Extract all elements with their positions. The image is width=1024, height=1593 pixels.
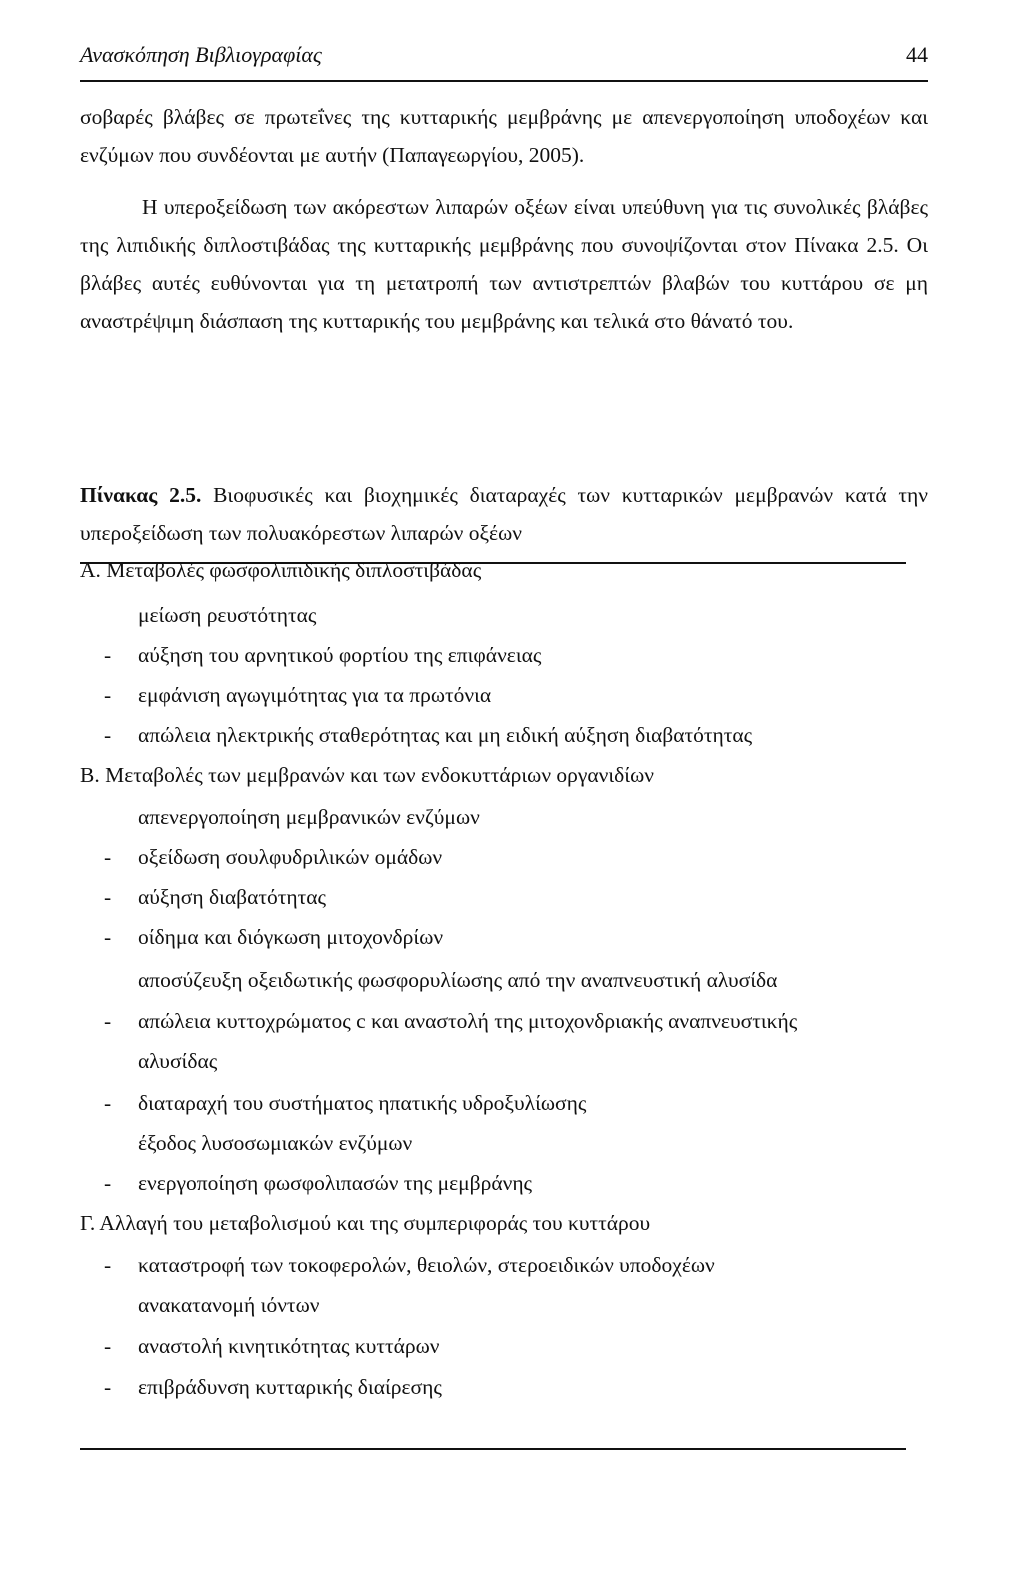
table-row xyxy=(80,760,654,790)
header-rule xyxy=(80,80,928,82)
table-row-dash: - xyxy=(104,723,112,747)
table-row xyxy=(80,555,481,585)
table-row xyxy=(138,802,480,832)
table-row-text: ανακατανομή ιόντων xyxy=(138,1293,320,1317)
table-row-dash: - xyxy=(104,1334,112,1358)
table-row-dash: - xyxy=(104,885,112,909)
table-row xyxy=(104,1331,440,1361)
table-row xyxy=(104,1250,715,1280)
table-row xyxy=(104,720,753,750)
table-row xyxy=(138,600,316,630)
table-row-text: απώλεια κυττοχρώματος c και αναστολή της μιτοχονδριακής αναπνευστικής xyxy=(138,1009,798,1033)
table-bottom-rule xyxy=(80,1448,906,1450)
paragraph-2-text: Η υπεροξείδωση των ακόρεστων λιπαρών οξέων είναι υπεύθυνη για τις συνολικές βλάβες της λιπιδικής διπλοστιβάδας της κυτταρικής μεμβράνης που συνοψίζονται στον Πίνακα 2.5. Οι βλάβες αυτές ευθύνονται για τη μετατροπή των αντιστρεπτών βλαβών του κυττάρου σε μη αναστρέψιμη διάσπαση της κυτταρικής του μεμβράνης και τελικά στο θάνατό του. xyxy=(80,195,928,333)
table-row xyxy=(104,922,444,952)
table-row-text: καταστροφή των τοκοφερολών, θειολών, στεροειδικών υποδοχέων xyxy=(138,1253,715,1277)
table-row xyxy=(138,1290,319,1320)
table-row xyxy=(104,882,327,912)
table-row-dash: - xyxy=(104,925,112,949)
table-row xyxy=(138,965,777,995)
table-row-text: απενεργοποίηση μεμβρανικών ενζύμων xyxy=(138,805,480,829)
table-row-dash: - xyxy=(104,845,112,869)
page-number: 44 xyxy=(906,42,928,67)
table-row xyxy=(138,1046,217,1076)
table-row xyxy=(104,1088,587,1118)
table-row xyxy=(104,1168,533,1198)
table-row xyxy=(104,842,443,872)
table-row xyxy=(104,1372,442,1402)
table-row-text: Α. Μεταβολές φωσφολιπιδικής διπλοστιβάδας xyxy=(80,558,482,582)
table-row-dash: - xyxy=(104,643,112,667)
running-title: Ανασκόπηση Βιβλιογραφίας xyxy=(80,42,322,67)
table-row-dash: - xyxy=(104,1171,112,1195)
paragraph-1: σοβαρές βλάβες σε πρωτεΐνες της κυτταρικής μεμβράνης με απενεργοποίηση υποδοχέων και ενζύμων που συνδέονται με αυτήν (Παπαγεωργίου, 2005). xyxy=(80,105,928,167)
table-row-text: απώλεια ηλεκτρικής σταθερότητας και μη ειδική αύξηση διαβατότητας xyxy=(138,723,753,747)
table-row-text: διαταραχή του συστήματος ηπατικής υδροξυλίωσης xyxy=(138,1091,587,1115)
table-row xyxy=(80,1208,650,1238)
table-row-dash: - xyxy=(104,1091,112,1115)
table-row-text: οξείδωση σουλφυδριλικών ομάδων xyxy=(138,845,443,869)
table-row xyxy=(138,1128,412,1158)
table-row-text: αύξηση διαβατότητας xyxy=(138,885,327,909)
table-row xyxy=(104,1006,798,1036)
table-row-dash: - xyxy=(104,1253,112,1277)
table-row-text: οίδημα και διόγκωση μιτοχονδρίων xyxy=(138,925,444,949)
table-row-text: αναστολή κινητικότητας κυττάρων xyxy=(138,1334,440,1358)
table-row xyxy=(104,640,542,670)
table-row-text: εμφάνιση αγωγιμότητας για τα πρωτόνια xyxy=(138,683,492,707)
table-caption-text: Βιοφυσικές και βιοχημικές διαταραχές των κυτταρικών μεμβρανών κατά την υπεροξείδωση των πολυακόρεστων λιπαρών οξέων xyxy=(80,483,928,545)
table-caption-label: Πίνακας 2.5. xyxy=(80,483,202,507)
page-header xyxy=(80,40,928,76)
table-row-text: επιβράδυνση κυτταρικής διαίρεσης xyxy=(138,1375,442,1399)
table-row-dash: - xyxy=(104,1009,112,1033)
table-row-text: Β. Μεταβολές των μεμβρανών και των ενδοκυττάριων οργανιδίων xyxy=(80,763,654,787)
table-row-text: αύξηση του αρνητικού φορτίου της επιφάνειας xyxy=(138,643,542,667)
table-row-dash: - xyxy=(104,683,112,707)
table-row-text: έξοδος λυσοσωμιακών ενζύμων xyxy=(138,1131,413,1155)
table-row-text: μείωση ρευστότητας xyxy=(138,603,317,627)
paragraph-2 xyxy=(80,188,928,340)
table-row-text: ενεργοποίηση φωσφολιπασών της μεμβράνης xyxy=(138,1171,533,1195)
table-row-text: αλυσίδας xyxy=(138,1049,218,1073)
table-row xyxy=(104,680,492,710)
table-row-text: αποσύζευξη οξειδωτικής φωσφορυλίωσης από την αναπνευστική αλυσίδα xyxy=(138,968,778,992)
table-row-dash: - xyxy=(104,1375,112,1399)
table-caption xyxy=(80,476,928,552)
table-row-text: Γ. Αλλαγή του μεταβολισμού και της συμπεριφοράς του κυττάρου xyxy=(80,1211,651,1235)
